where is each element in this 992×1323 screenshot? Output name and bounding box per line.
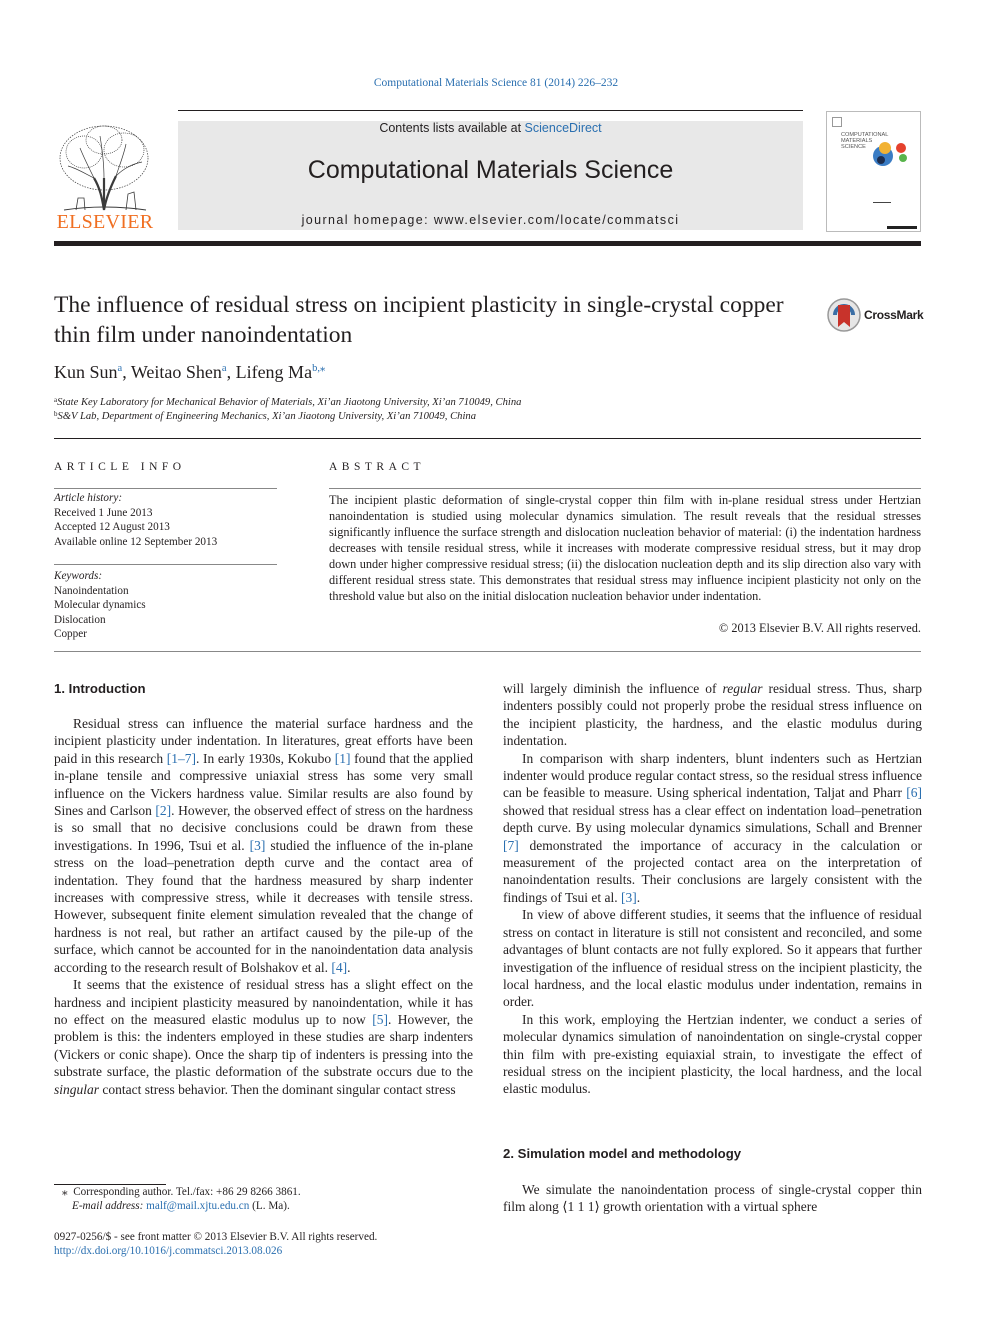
affiliation-a: [54, 396, 521, 408]
section-heading-introduction: 1. Introduction: [54, 681, 146, 696]
homepage-prefix: journal homepage:: [301, 213, 434, 227]
abstract-text: The incipient plastic deformation of single-crystal copper thin film with in-plane residual stress under Hertzian nanoindentation is studied using molecular dynamics simulation. The result reveals that the residual stresses significantly influence the surface strength and dislocation nucleation behavior of material: (i) the indentation hardness decreases with tensile residual stress, while it increases with moderate compressive residual stress, but it may drop down under higher compressive residual stress; (ii) the dislocation nucleation depth and its slip direction also vary with different residual stress state. This demonstrates that residual stress may influence incipient plasticity not only on the threshold value but also on the initial dislocation nucleation behavior under indentation.: [329, 493, 921, 603]
accepted-date: Accepted 12 August 2013: [54, 521, 170, 533]
text-run: will largely diminish the influence of: [503, 681, 723, 696]
paragraph: We simulate the nanoindentation process of single-crystal copper thin film along ⟨1 1 1⟩ growth orientation with a virtual sphere: [503, 1182, 922, 1215]
text-run: showed that residual stress has a clear effect on indentation load–penetration depth curve. By using molecular dynamics simulations, Schall and Brenner: [503, 802, 922, 836]
cover-footer-bar: [887, 226, 917, 229]
citation-link[interactable]: [2]: [155, 803, 172, 819]
affiliation-mark: a: [54, 396, 58, 404]
body-column-right: [503, 680, 922, 1098]
doi-link[interactable]: http://dx.doi.org/10.1016/j.commatsci.2013.08.026: [54, 1245, 283, 1257]
author-affil-mark[interactable]: a: [221, 363, 227, 374]
text-run: . However, the observed effect of stress on the hardness is so small that no decisive conclusions could be drawn from these investigations. In 1996, Tsui et al.: [54, 803, 473, 853]
text-run: . In early 1930s, Kokubo: [195, 750, 335, 766]
affiliation-rule: [54, 438, 921, 439]
emphasis: regular: [722, 681, 763, 696]
section-heading-methodology: 2. Simulation model and methodology: [503, 1146, 742, 1161]
text-run: .: [347, 959, 351, 975]
contents-prefix: Contents lists available at: [379, 121, 525, 135]
text-run: contact stress behavior. Then the dominant singular contact stress: [99, 1081, 456, 1097]
author-affil-mark[interactable]: b,⁎: [312, 363, 326, 374]
body-column-left: [54, 715, 473, 1098]
text-run: studied the influence of the in-plane stress on the load–penetration depth curve and the contact area of indentation. They found that the hardness measured by sharp indenter increases with compressive stress, while it decreases with tensile stress. However, subsequent finite element simulation revealed that the change of hardness is not real, but rather an artifact caused by the pile-up of the surface, which cannot be accounted for in the nanoindentation data analysis according to the research result of Bolshakov et al.: [54, 837, 474, 975]
author-list: [54, 362, 325, 383]
email-link[interactable]: malf@mail.xjtu.edu.cn: [146, 1200, 250, 1212]
journal-title: Computational Materials Science: [307, 156, 674, 184]
text-run: residual stress. Thus, sharp indenters possibly could not properly probe the residual stress influence on the incipient plasticity, the hardness, and the elastic modulus during indentation.: [503, 681, 922, 749]
citation-link[interactable]: [5]: [372, 1011, 388, 1027]
email-label: E-mail address:: [72, 1200, 147, 1212]
issn-line: 0927-0256/$ - see front matter © 2013 Elsevier B.V. All rights reserved.: [54, 1231, 378, 1243]
text-run: .: [636, 889, 641, 905]
affiliation-mark: b: [54, 410, 58, 418]
affiliation-text: State Key Laboratory for Mechanical Behavior of Materials, Xi’an Jiaotong University, Xi’an 710049, China: [57, 397, 522, 408]
text-run: In comparison with sharp indenters, blunt indenters such as Hertzian indenter would produce regular contact stress, so the residual stress influence can be feasible to measure. Using spherical indentation, Taljat and Pharr: [503, 750, 922, 801]
email-suffix: (L. Ma).: [249, 1200, 290, 1212]
abstract-end-rule: [54, 651, 921, 652]
citation-link[interactable]: [1]: [334, 750, 351, 766]
citation-link[interactable]: [7]: [503, 837, 519, 853]
keywords-block: [54, 569, 277, 642]
citation-link[interactable]: [6]: [906, 785, 922, 801]
citation-link[interactable]: [4]: [331, 959, 348, 975]
author-affil-mark[interactable]: a: [117, 363, 123, 374]
body-column-right-continued: [503, 1181, 922, 1216]
footnote-text: Corresponding author. Tel./fax: +86 29 8266 3861.: [73, 1186, 301, 1198]
author-separator: ,: [122, 362, 131, 382]
paragraph: [503, 750, 922, 907]
footnote-mark: ⁎: [62, 1186, 68, 1198]
text-run: found that the applied in-plane tensile and compressive uniaxial stress has some very small influence on the Vickers hardness value. Similar results are also found by Sines and Carlson: [54, 750, 473, 819]
citation-link[interactable]: [3]: [249, 837, 266, 853]
online-date: Available online 12 September 2013: [54, 535, 218, 548]
journal-homepage: [178, 213, 803, 227]
text-run: demonstrated the importance of accuracy in the calculation or measurement of the projected contact area on the interpretation of nanoindentation results. Their conclusions are largely consistent with the findings of Tsui et al.: [503, 837, 922, 905]
author-name[interactable]: Lifeng Ma: [235, 362, 313, 382]
keyword: Nanoindentation: [54, 584, 129, 597]
crossmark-badge[interactable]: [826, 297, 926, 333]
abstract-rule: [329, 488, 921, 489]
paper-title: The influence of residual stress on incipient plasticity in single-crystal copper thin film under nanoindentation: [54, 292, 784, 348]
keywords-label: Keywords:: [54, 570, 103, 582]
citation-link[interactable]: [3]: [621, 889, 637, 905]
crossmark-label: CrossMark: [864, 308, 924, 322]
paragraph: In this work, employing the Hertzian indenter, we conduct a series of molecular dynamics simulation of nanoindentation on single-crystal copper thin film with pre-existing equiaxial strain, to investigate the effect of residual stress on the incipient plasticity, the local hardness, and the local elastic modulus.: [503, 1011, 922, 1097]
corresponding-author-note: [62, 1185, 301, 1200]
keyword: Molecular dynamics: [54, 599, 146, 611]
author-name[interactable]: Weitao Shen: [130, 362, 222, 382]
article-info-rule: [54, 488, 277, 489]
text-run: Residual stress can influence the material surface hardness and the incipient plasticity under indentation. In literatures, great efforts have been paid in this research: [54, 716, 473, 766]
header-rule: [178, 110, 803, 111]
homepage-link[interactable]: www.elsevier.com/locate/commatsci: [433, 213, 680, 227]
emphasis: singular: [54, 1081, 100, 1097]
journal-reference[interactable]: Computational Materials Science 81 (2014) 226–232: [373, 77, 619, 89]
paragraph: [54, 976, 473, 1098]
keywords-rule: [54, 564, 277, 565]
author-name[interactable]: Kun Sun: [54, 362, 118, 382]
header-thick-rule: [54, 241, 921, 246]
author-separator: ,: [226, 362, 236, 382]
keyword: Copper: [54, 628, 87, 640]
abstract-label: ABSTRACT: [329, 461, 426, 473]
contents-line: [178, 121, 803, 135]
paragraph: [503, 680, 922, 750]
history-label: Article history:: [54, 492, 123, 504]
article-info-label: ARTICLE INFO: [54, 461, 186, 473]
cover-rule: [873, 202, 891, 203]
received-date: Received 1 June 2013: [54, 506, 153, 519]
crossmark-icon: [826, 297, 862, 333]
text-run: . However, the problem is this: the indenters employed in these studies are sharp indenters (Vickers or conic shape). Once the sharp tip of indenters is pressing into the substrate surface, the plastic deformation of the substrate occurs due to the: [54, 1011, 473, 1080]
cover-logo-icon: [832, 117, 842, 127]
cover-graphic-icon: [871, 136, 911, 170]
sciencedirect-link[interactable]: ScienceDirect: [524, 121, 602, 135]
cover-title: COMPUTATIONAL MATERIALS SCIENCE: [841, 132, 889, 150]
affiliation-b: [54, 410, 476, 422]
journal-cover-thumbnail[interactable]: [826, 111, 921, 232]
article-history: [54, 491, 277, 549]
email-note: [72, 1199, 290, 1214]
abstract-copyright: © 2013 Elsevier B.V. All rights reserved.: [718, 621, 921, 635]
affiliation-text: S&V Lab, Department of Engineering Mechanics, Xi’an Jiaotong University, Xi’an 710049, China: [57, 411, 476, 422]
keyword: Dislocation: [54, 613, 106, 626]
elsevier-wordmark: ELSEVIER: [56, 211, 154, 233]
paragraph: In view of above different studies, it seems that the influence of residual stress on contact in literature is still not consistent and reconciled, and some advantages of blunt contacts are not fully explored. So it appears that further investigation of the influence of residual stress on the incipient plasticity, the local hardness, and the local elastic modulus under indentation, remains in order.: [503, 907, 922, 1010]
text-run: It seems that the existence of residual stress has a slight effect on the hardness and incipient plasticity measured by nanoindentation, while it has no effect on the measured elastic modulus up to now: [54, 977, 473, 1027]
citation-link[interactable]: [1–7]: [166, 750, 196, 766]
paragraph: [54, 715, 473, 976]
